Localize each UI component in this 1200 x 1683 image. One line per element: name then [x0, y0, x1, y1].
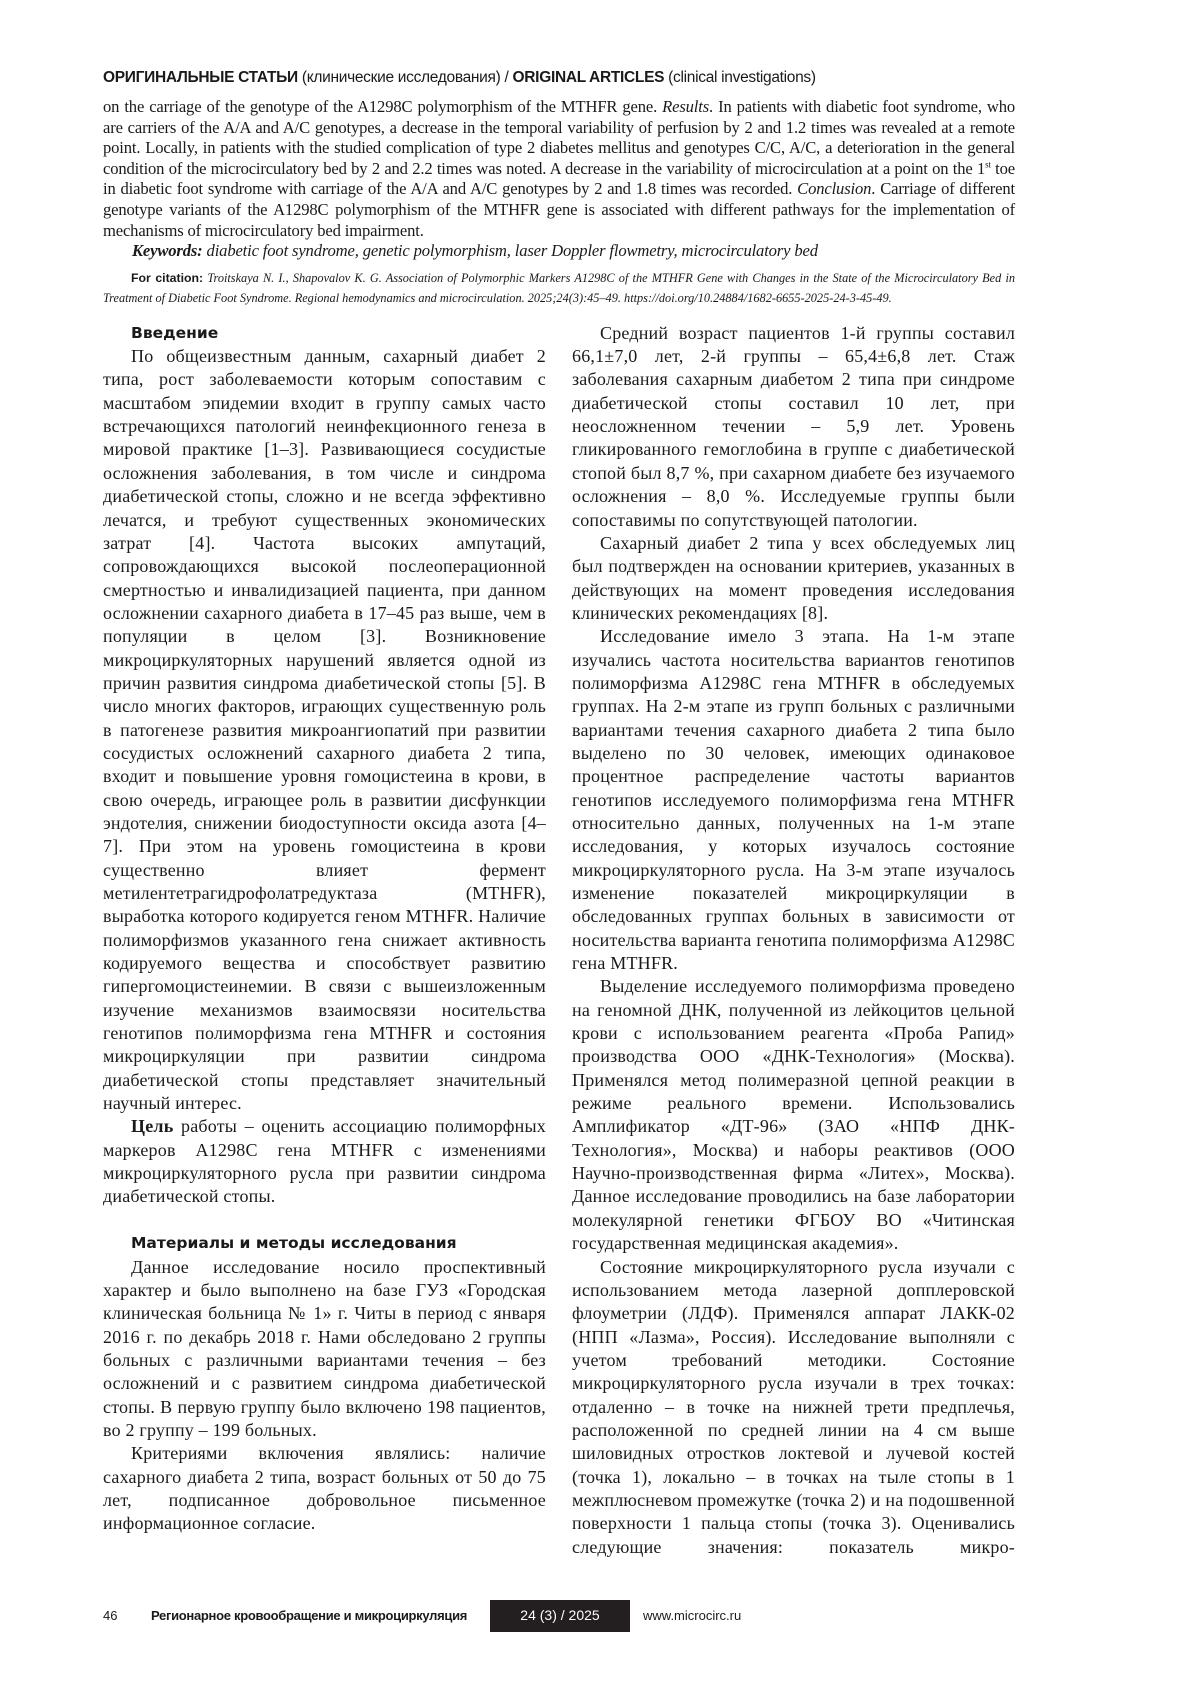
intro-heading: Введение — [103, 322, 546, 345]
results-label: Results — [662, 97, 709, 116]
aim-paragraph — [103, 1115, 546, 1208]
keywords-text: diabetic foot syndrome, genetic polymorphism, laser Doppler flowmetry, microcirculatory bed — [203, 241, 818, 260]
aim-label: Цель — [131, 1116, 173, 1136]
abstract-part: . In patients with diabetic foot syndrome, who are carriers of the A/A and A/C genotypes, a decrease in the temporal variability of perfusion by 2 and 1.2 times was revealed at a remote point. Locally, in patients with the studied complication of type 2 diabetes mellitus and genotypes C/C, A/C, a deterioration in the general condition of the microcirculatory bed by 2 and 2.2 times was noted. A decrease in the variability of microcirculation at a point on the 1 — [103, 97, 1015, 178]
paragraph: Состояние микроциркуляторного русла изучали с использованием метода лазерной допплеровской флоуметрии (ЛДФ). Применялся аппарат ЛАКК-02 (НПП «Лазма», Россия). Исследование выполняли с учетом требований методики. Состояние микроциркуляторного русла изучали в трех точках: отдаленно – в точке на нижней трети предплечья, расположенной по средней линии на 4 см выше шиловидных отростков локтевой и лучевой костей (точка 1), локально – в точках на тыле стопы в 1 межплюсневом промежутке (точка 2) и на подошвенной поверхности 1 пальца стопы (точка 3). Оценивались следующие значения: показатель микро- — [572, 1256, 1015, 1559]
paragraph: Критериями включения являлись: наличие сахарного диабета 2 типа, возраст больных от 50 до 75 лет, подписанное добровольное письменное информационное согласие. — [103, 1442, 546, 1535]
page-content — [103, 68, 1015, 1559]
abstract-part: . Carriage of different genotype variants of the A1298C polymorphism of the MTHFR gene is associated with different pathways for the implementation of mechanisms of microcirculatory bed impairment. — [103, 179, 1015, 239]
header-en-sub: (clinical investigations) — [664, 69, 816, 86]
header-en: ORIGINAL ARTICLES — [513, 69, 665, 86]
superscript: st — [985, 159, 991, 169]
issue-badge: 24 (3) / 2025 — [490, 1600, 630, 1632]
header-ru-sub: (клинические исследования) / — [298, 69, 513, 86]
section-header — [103, 68, 1015, 88]
page-footer — [103, 1600, 1023, 1632]
body-columns — [103, 322, 1015, 1559]
paragraph: Средний возраст пациентов 1-й группы составил 66,1±7,0 лет, 2-й группы – 65,4±6,8 лет. Стаж заболевания сахарным диабетом 2 типа при синдроме диабетической стопы составил 10 лет, при неосложненном течении – 5,9 лет. Уровень гликированного гемоглобина в группе с диабетической стопой был 8,7 %, при сахарном диабете без изучаемого осложнения – 8,0 %. Исследуемые группы были сопоставимы по сопутствующей патологии. — [572, 322, 1015, 532]
citation-text: Troitskaya N. I., Shapovalov K. G. Association of Polymorphic Markers A1298C of the MTHFR Gene with Changes in the State of the Microcirculatory Bed in Treatment of Diabetic Foot Syndrome. Regional hemodynamics and microcirculation. 2025;24(3):45–49. https://doi.org/10.24884/1682-6655-2025-24-3-45-49. — [103, 271, 1015, 305]
keywords — [103, 241, 1015, 262]
paragraph: По общеизвестным данным, сахарный диабет 2 типа, рост заболеваемости которым сопоставим с масштабом эпидемии входит в группу самых часто встречающихся патологий неинфекционного генеза в мировой практике [1–3]. Развивающиеся сосудистые осложнения заболевания, в том числе и синдрома диабетической стопы, сложно и не всегда эффективно лечатся, и требуют существенных экономических затрат [4]. Частота высоких ампутаций, сопровождающихся высокой послеоперационной смертностью и инвалидизацией пациента, при данном осложнении сахарного диабета в 17–45 раз выше, чем в популяции в целом [3]. Возникновение микроциркуляторных нарушений является одной из причин развития синдрома диабетической стопы [5]. В число многих факторов, играющих существенную роль в патогенезе развития микроангиопатий при развитии сосудистых осложнений сахарного диабета 2 типа, входит и повышение уровня гомоцистеина в крови, в свою очередь, играющее роль в развитии дисфункции эндотелия, снижении биодоступности оксида азота [4–7]. При этом на уровень гомоцистеина в крови существенно влияет фермент метилентетрагидрофолатредуктаза (MTHFR), выработка которого кодируется геном MTHFR. Наличие полиморфизмов указанного гена снижает активность кодируемого вещества и способствует развитию гипергомоцистеинемии. В связи с вышеизложенным изучение механизмов взаимосвязи носительства генотипов полиморфизма гена MTHFR и состояния микроциркуляции при развитии синдрома диабетической стопы представляет значительный научный интерес. — [103, 345, 546, 1115]
citation-label: For citation: — [131, 271, 203, 285]
paragraph: Сахарный диабет 2 типа у всех обследуемых лиц был подтвержден на основании критериев, указанных в действующих на момент проведения исследования клинических рекомендациях [8]. — [572, 532, 1015, 625]
conclusion-label: Conclusion — [797, 179, 871, 198]
keywords-label: Keywords: — [132, 241, 203, 260]
abstract-part: on the carriage of the genotype of the A1298C polymorphism of the MTHFR gene. — [103, 97, 662, 116]
paragraph: Исследование имело 3 этапа. На 1-м этапе изучались частота носительства вариантов генотипов полиморфизма A1298C гена MTHFR в обследуемых группах. На 2-м этапе из групп больных с различными вариантами течения сахарного диабета 2 типа было выделено по 30 человек, имеющих одинаковое процентное распределение частоты вариантов генотипов исследуемого полиморфизма гена MTHFR относительно данных, полученных на 1-м этапе исследования, у которых изучалось состояние микроциркуляторного русла. На 3-м этапе изучалось изменение показателей микроциркуляции в обследованных группах больных в зависимости от носительства варианта генотипа полиморфизма A1298C гена MTHFR. — [572, 625, 1015, 975]
abstract-text — [103, 97, 1015, 241]
header-ru: ОРИГИНАЛЬНЫЕ СТАТЬИ — [103, 69, 298, 86]
methods-heading: Материалы и методы исследования — [103, 1232, 546, 1255]
journal-title: Регионарное кровообращение и микроциркуляция — [151, 1608, 467, 1623]
left-column — [103, 322, 546, 1559]
journal-url[interactable]: www.microcirc.ru — [643, 1608, 741, 1623]
abstract-part: toe in diabetic foot syndrome with carriage of the A/A and A/C genotypes by 2 and 1.8 times was recorded. — [103, 159, 1015, 199]
aim-text: работы – оценить ассоциацию полиморфных маркеров A1298C гена MTHFR с изменениями микроциркуляторного русла при развитии синдрома диабетической стопы. — [103, 1116, 546, 1206]
citation — [103, 268, 1015, 308]
paragraph: Данное исследование носило проспективный характер и было выполнено на базе ГУЗ «Городская клиническая больница № 1» г. Читы в период с января 2016 г. по декабрь 2018 г. Нами обследовано 2 группы больных с различными вариантами течения – без осложнений и с развитием синдрома диабетической стопы. В первую группу было включено 198 пациентов, во 2 группу – 199 больных. — [103, 1256, 546, 1443]
right-column — [572, 322, 1015, 1559]
paragraph: Выделение исследуемого полиморфизма проведено на геномной ДНК, полученной из лейкоцитов цельной крови с использованием реагента «Проба Рапид» производства ООО «ДНК-Технология» (Москва). Применялся метод полимеразной цепной реакции в режиме реального времени. Использовались Амплификатор «ДТ-96» (ЗАО «НПФ ДНК-Технология», Москва) и наборы реактивов (ООО Научно-производственная фирма «Литех», Москва). Данное исследование проводились на базе лаборатории молекулярной генетики ФГБОУ ВО «Читинская государственная медицинская академия». — [572, 975, 1015, 1255]
page-number: 46 — [103, 1608, 117, 1623]
abstract — [103, 97, 1015, 262]
